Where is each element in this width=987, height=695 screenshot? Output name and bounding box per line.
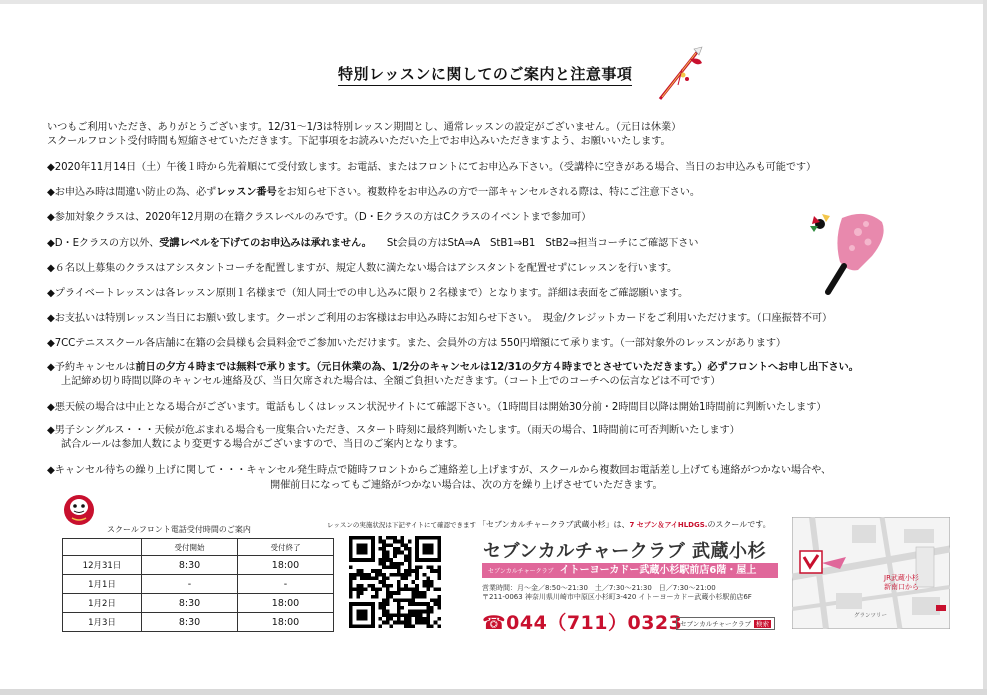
address-text: 〒211-0063 神奈川県川崎市中原区小杉町3-420 イトーヨーカドー武蔵小杉駅前店6F xyxy=(482,593,752,601)
notice-waitlist: ◆キャンセル待ちの繰り上げに関して・・・キャンセル発生時点で随時フロントからご連絡差し上げますが、スクールから複数回お電話差し上げても連絡がつかない場合や、 xyxy=(47,465,832,476)
qr-caption: レッスンの実施状況は下記サイトにて確認できます xyxy=(327,521,476,529)
scan-border-top xyxy=(0,0,987,4)
table-cell-end: - xyxy=(238,575,334,594)
search-tag[interactable] xyxy=(676,617,775,630)
notice-assistant-coach: ◆６名以上募集のクラスはアシスタントコーチを配置しますが、規定人数に満たない場合はアシスタントを配置せずにレッスンを行います。 xyxy=(47,263,678,274)
map-road-label: グランツリー xyxy=(854,613,888,619)
intro-line-1: いつもご利用いただき、ありがとうございます。12/31～1/3は特別レッスン期間とし、通常レッスンの設定がございません。（元日は休業） xyxy=(47,122,682,133)
notice-text: ◆予約キャンセルは xyxy=(47,362,136,373)
notice-emphasis: 前日の夕方４時までは無料で承ります。（元日休業の為、1/2分のキャンセルは12/31の夕方４時までとさせていただきます。）必ずフロントへお申し出下さい。 xyxy=(135,362,859,373)
intro-line-2: スクールフロント受付時間も短縮させていただきます。下記事項をお読みいただいた上でお申込みいただきますよう、お願いいたします。 xyxy=(47,136,671,147)
daruma-icon xyxy=(62,490,96,526)
table-cell-date: 1月3日 xyxy=(63,613,142,632)
banner-location: イトーヨーカドー武蔵小杉駅前店6階・屋上 xyxy=(559,565,757,576)
page-title: 特別レッスンに関してのご案内と注意事項 xyxy=(338,63,632,86)
table-cell-end: 18:00 xyxy=(238,613,334,632)
table-row xyxy=(63,613,334,632)
ad-intro-text: 「セブンカルチャークラブ武蔵小杉」は、 xyxy=(478,520,630,529)
table-cell-end: 18:00 xyxy=(238,556,334,575)
hours-text: 営業時間：月～金／8:50～21:30 土／7:30～21:30 日／7:30～21:00 xyxy=(482,584,716,592)
notice-level-restriction xyxy=(47,237,698,250)
notice-text: St会員の方はStA⇒A StB1⇒B1 StB2⇒担当コーチにご確認下さい xyxy=(366,238,699,249)
table-row xyxy=(63,575,334,594)
notice-cancellation xyxy=(47,361,859,374)
location-banner xyxy=(482,563,778,578)
reception-table-caption: スクールフロント電話受付時間のご案内 xyxy=(107,525,251,534)
notice-eligible-class: ◆参加対象クラスは、2020年12月期の在籍クラスレベルのみです。（D・Eクラスの方はCクラスのイベントまで参加可） xyxy=(47,212,592,223)
table-cell-start: - xyxy=(142,575,238,594)
club-name: セブンカルチャークラブ 武蔵小杉 xyxy=(483,541,767,562)
notice-text: ◆D・Eクラスの方以外、 xyxy=(47,238,160,249)
search-tag-text: セブンカルチャークラブ xyxy=(680,620,752,628)
table-row xyxy=(63,594,334,613)
scan-border-right xyxy=(983,0,987,695)
table-cell-date: 1月1日 xyxy=(63,575,142,594)
table-cell-end: 18:00 xyxy=(238,594,334,613)
business-hours xyxy=(482,584,752,602)
table-cell-start: 8:30 xyxy=(142,594,238,613)
notice-mens-singles: ◆男子シングルス・・・天候が危ぶまれる場合も一度集合いただき、スタート時刻に最終判断いたします。（雨天の場合、1時間前に可否判断いたします） xyxy=(47,425,740,436)
banner-brand: セブンカルチャークラブ xyxy=(488,568,554,575)
map-station-label: 新南口から xyxy=(884,583,919,591)
hamaya-arrow-icon xyxy=(650,45,706,103)
table-cell-date: 12月31日 xyxy=(63,556,142,575)
scan-border-bottom xyxy=(0,689,987,695)
location-map xyxy=(792,517,950,629)
table-cell-start: 8:30 xyxy=(142,556,238,575)
notice-text: をお知らせ下さい。複数枠をお申込みの方で一部キャンセルされる際は、特にご注意下さい。 xyxy=(276,187,700,198)
table-row xyxy=(63,556,334,575)
ad-intro-line xyxy=(478,519,771,530)
notice-emphasis: レッスン番号 xyxy=(216,187,277,198)
phone-number[interactable]: ☎044（711）0323 xyxy=(482,612,683,634)
notice-reception-start: ◆2020年11月14日（土）午後１時から先着順にて受付致します。お電話、またはフロントにてお申込み下さい。（受講枠に空きがある場合、当日のお申込みも可能です） xyxy=(47,162,817,173)
notice-waitlist-cont: 開催前日になってもご連絡がつかない場合は、次の方を繰り上げさせていただきます。 xyxy=(270,480,663,491)
notice-bad-weather: ◆悪天候の場合は中止となる場合がございます。電話もしくはレッスン状況サイトにて確認下さい。（1時間目は開始30分前・2時間目以降は開始1時間前に判断いたします） xyxy=(47,402,827,413)
notice-other-branches: ◆7CCテニススクール各店舗に在籍の会員様も会員料金でご参加いただけます。また、会員外の方は 550円増額にて承ります。（一部対象外のレッスンがあります） xyxy=(47,338,787,349)
seven-and-i-logo: 7 セブン＆アイHLDGS. xyxy=(629,521,708,529)
ad-intro-text: のスクールです。 xyxy=(707,520,771,529)
table-header-row xyxy=(63,539,334,556)
map-station-label: JR武蔵小杉 xyxy=(884,574,919,582)
reception-hours-table xyxy=(62,538,334,632)
notice-lesson-number xyxy=(47,186,700,199)
qr-code-icon[interactable] xyxy=(349,536,441,628)
notice-private-lesson: ◆プライベートレッスンは各レッスン原則１名様まで（知人同士での申し込みに限り２名様まで）となります。詳細は表面をご確認願います。 xyxy=(47,288,689,299)
notice-match-rules: 試合ルールは参加人数により変更する場合がございますので、当日のご案内となります。 xyxy=(61,439,464,450)
notice-payment: ◆お支払いは特別レッスン当日にお願い致します。クーポンご利用のお客様はお申込み時にお知らせ下さい。 現金/クレジットカードをご利用いただけます。（口座振替不可） xyxy=(47,313,833,324)
table-cell-date: 1月2日 xyxy=(63,594,142,613)
table-header: 受付開始 xyxy=(142,539,238,556)
hagoita-paddle-icon xyxy=(808,208,888,298)
notice-cancellation-fee: 上記締め切り時間以降のキャンセル連絡及び、当日欠席された場合は、全額ご負担いただきます。（コート上でのコーチへの伝言などは不可です） xyxy=(61,376,721,387)
search-tag-button[interactable]: 検索 xyxy=(756,620,770,628)
notice-text: ◆お申込み時は間違い防止の為、必ず xyxy=(47,187,217,198)
notice-emphasis: 受講レベルを下げてのお申込みは承れません。 xyxy=(159,238,367,249)
table-header xyxy=(63,539,142,556)
table-cell-start: 8:30 xyxy=(142,613,238,632)
table-header: 受付終了 xyxy=(238,539,334,556)
